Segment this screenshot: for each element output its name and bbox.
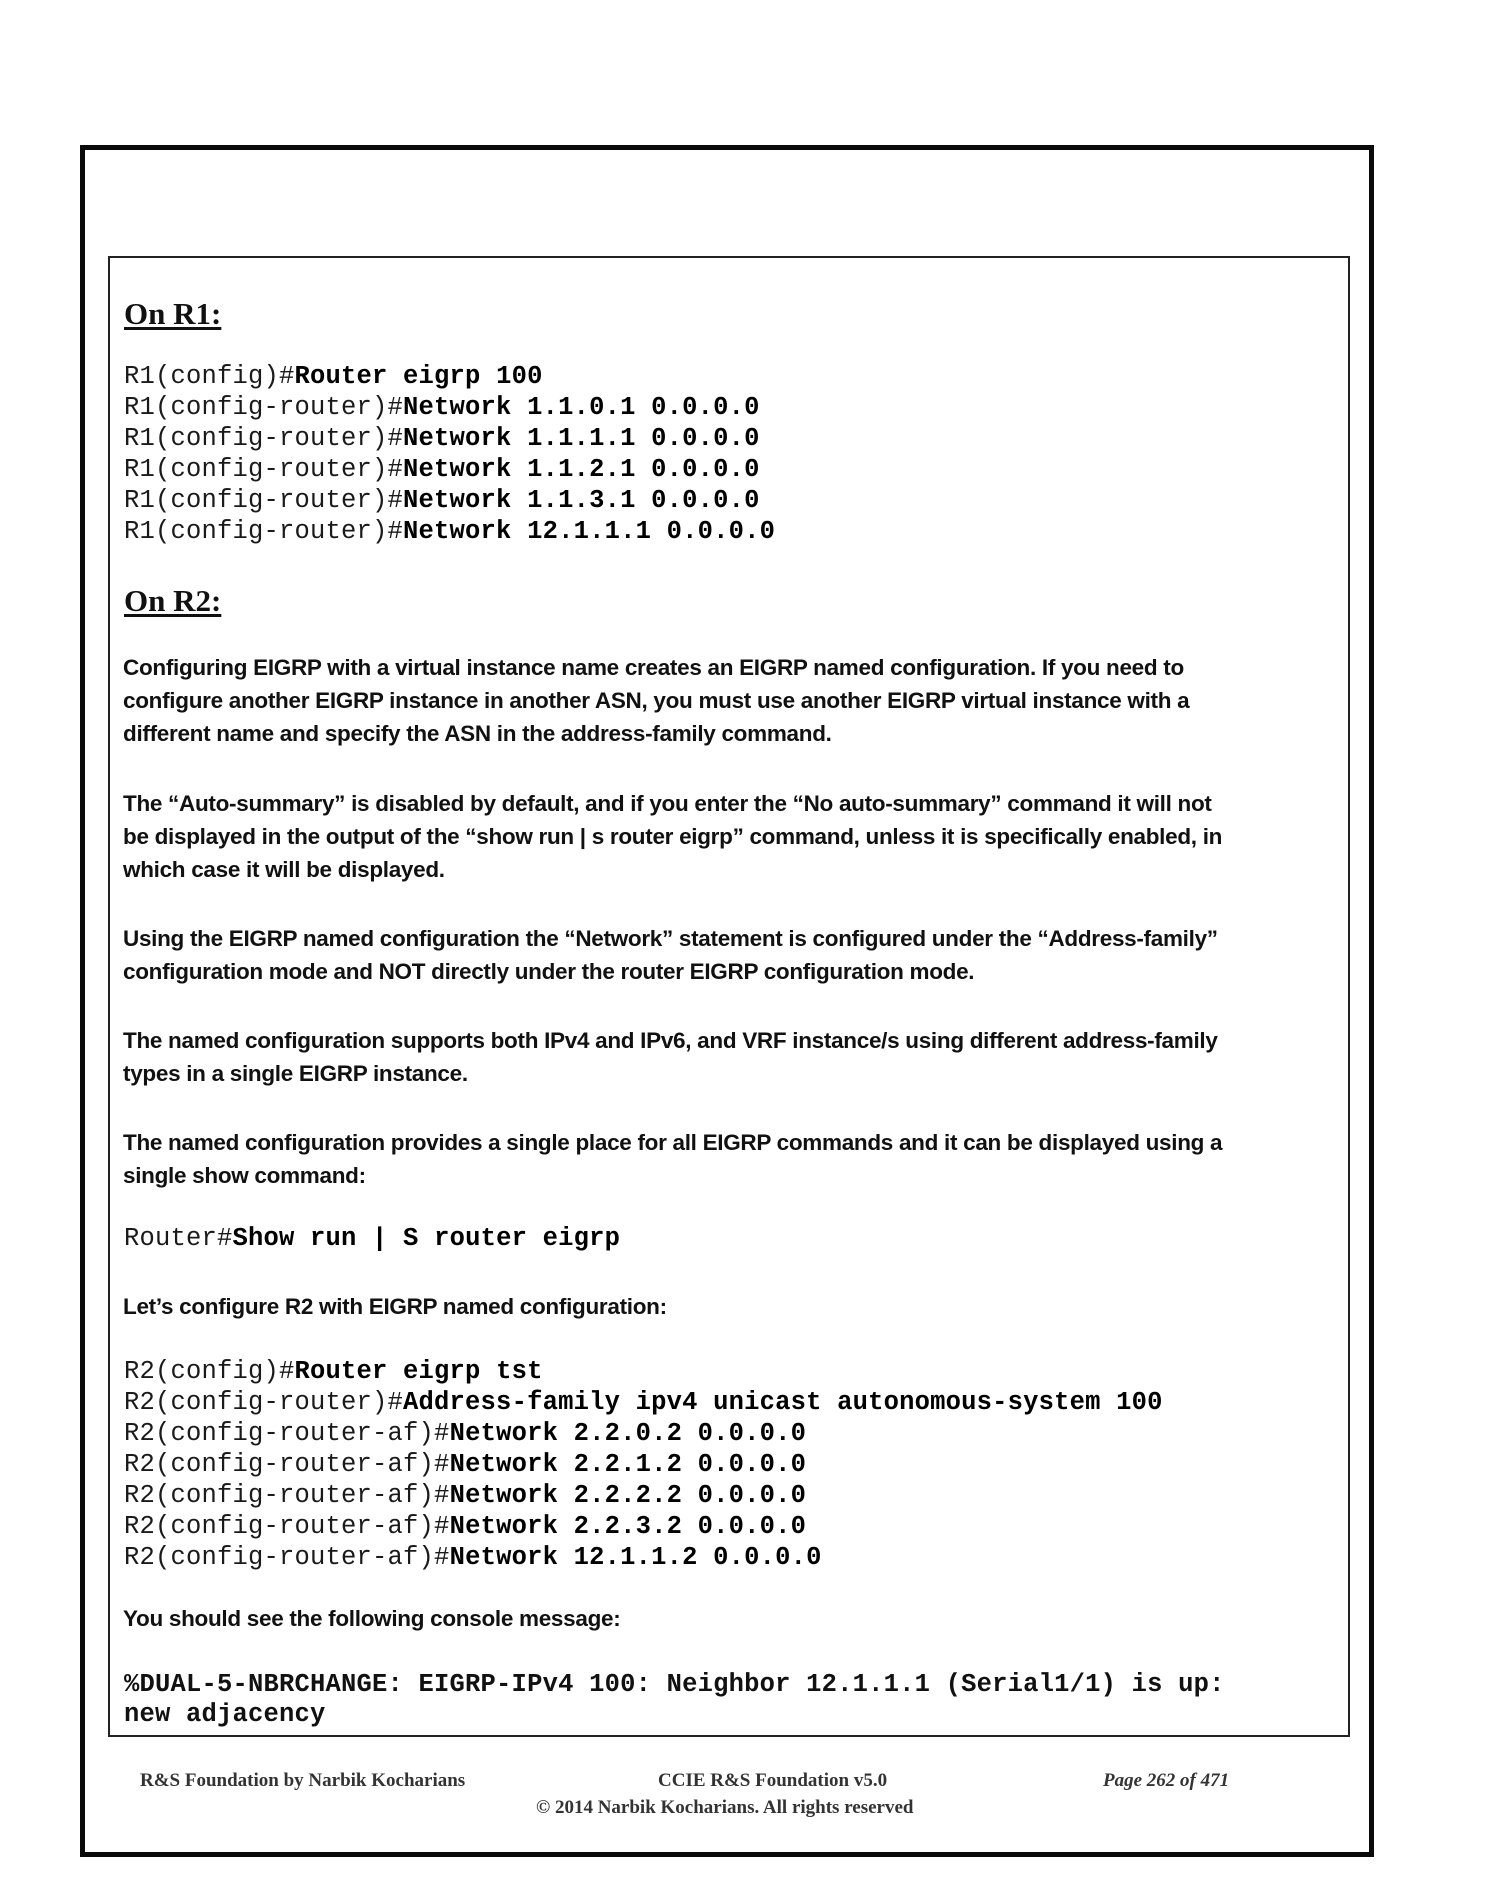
code-line [124,362,543,391]
code-line [124,393,760,422]
cli-command: Network 2.2.3.2 0.0.0.0 [449,1512,807,1541]
footer-book-title: CCIE R&S Foundation v5.0 [658,1770,888,1791]
cli-command: Network 1.1.1.1 0.0.0.0 [403,424,760,453]
cli-prompt: Router# [124,1224,233,1253]
paragraph-line: different name and specify the ASN in the address-family command. [123,721,832,746]
cli-command: Network 1.1.3.1 0.0.0.0 [403,486,760,515]
cli-prompt: R2(config-router-af)# [124,1512,450,1541]
paragraph-line: single show command: [123,1163,366,1188]
code-line [124,1512,806,1541]
cli-command: Network 12.1.1.1 0.0.0.0 [403,517,776,546]
code-line [124,1419,806,1448]
code-line [124,1543,822,1572]
paragraph-line: The named configuration supports both IPv4 and IPv6, and VRF instance/s using different address-family [123,1028,1218,1053]
show-command-line [124,1224,620,1253]
code-line [124,455,760,484]
cli-command: Network 1.1.2.1 0.0.0.0 [403,455,760,484]
console-intro-text: You should see the following console message: [123,1606,621,1631]
cli-prompt: R1(config-router)# [124,455,404,484]
paragraph-line: configure another EIGRP instance in another ASN, you must use another EIGRP virtual instance with a [123,688,1190,713]
paragraph-line: be displayed in the output of the “show run | s router eigrp” command, unless it is specifically enabled, in [123,824,1223,849]
cli-command: Network 1.1.0.1 0.0.0.0 [403,393,760,422]
cli-command: Router eigrp tst [294,1357,543,1386]
cli-command: Address-family ipv4 unicast autonomous-system 100 [403,1388,1163,1417]
section-heading-r2: On R2: [124,583,222,618]
cli-prompt: R1(config-router)# [124,393,404,422]
cli-prompt: R2(config-router-af)# [124,1543,450,1572]
cli-prompt: R2(config)# [124,1357,295,1386]
paragraph-line: The named configuration provides a single place for all EIGRP commands and it can be displayed using a [123,1130,1223,1155]
cli-command: Network 2.2.1.2 0.0.0.0 [449,1450,807,1479]
code-line [124,1357,543,1386]
cli-command: Router eigrp 100 [294,362,543,391]
cli-command: Network 12.1.1.2 0.0.0.0 [449,1543,822,1572]
cli-prompt: R1(config-router)# [124,486,404,515]
code-line [124,486,760,515]
cli-prompt: R1(config-router)# [124,517,404,546]
cli-command: Network 2.2.2.2 0.0.0.0 [449,1481,807,1510]
footer-page-number: Page 262 of 471 [1103,1770,1230,1791]
footer-copyright: © 2014 Narbik Kocharians. All rights reserved [536,1797,914,1818]
section-heading-r1: On R1: [124,296,222,331]
cli-prompt: R1(config)# [124,362,295,391]
code-line [124,517,775,546]
paragraph-line: which case it will be displayed. [123,857,445,882]
code-line [124,1481,806,1510]
cli-command: Show run | S router eigrp [232,1224,621,1253]
paragraph-line: configuration mode and NOT directly under the router EIGRP configuration mode. [123,959,975,984]
code-line [124,1388,1163,1417]
cli-prompt: R2(config-router-af)# [124,1419,450,1448]
code-line [124,424,760,453]
cli-prompt: R2(config-router-af)# [124,1481,450,1510]
paragraph-line: Configuring EIGRP with a virtual instance name creates an EIGRP named configuration. If you need to [123,655,1184,680]
paragraph-line: Using the EIGRP named configuration the “Network” statement is configured under the “Address-family” [123,926,1218,951]
r2-intro-text: Let’s configure R2 with EIGRP named configuration: [123,1294,667,1319]
cli-prompt: R1(config-router)# [124,424,404,453]
console-message-line: new adjacency [124,1700,326,1729]
footer-author: R&S Foundation by Narbik Kocharians [140,1770,466,1791]
code-line [124,1450,806,1479]
cli-prompt: R2(config-router)# [124,1388,404,1417]
paragraph-line: types in a single EIGRP instance. [123,1061,468,1086]
cli-command: Network 2.2.0.2 0.0.0.0 [449,1419,807,1448]
cli-prompt: R2(config-router-af)# [124,1450,450,1479]
console-message-line: %DUAL-5-NBRCHANGE: EIGRP-IPv4 100: Neighbor 12.1.1.1 (Serial1/1) is up: [124,1670,1225,1699]
paragraph-line: The “Auto-summary” is disabled by default, and if you enter the “No auto-summary” command it will not [123,791,1212,816]
